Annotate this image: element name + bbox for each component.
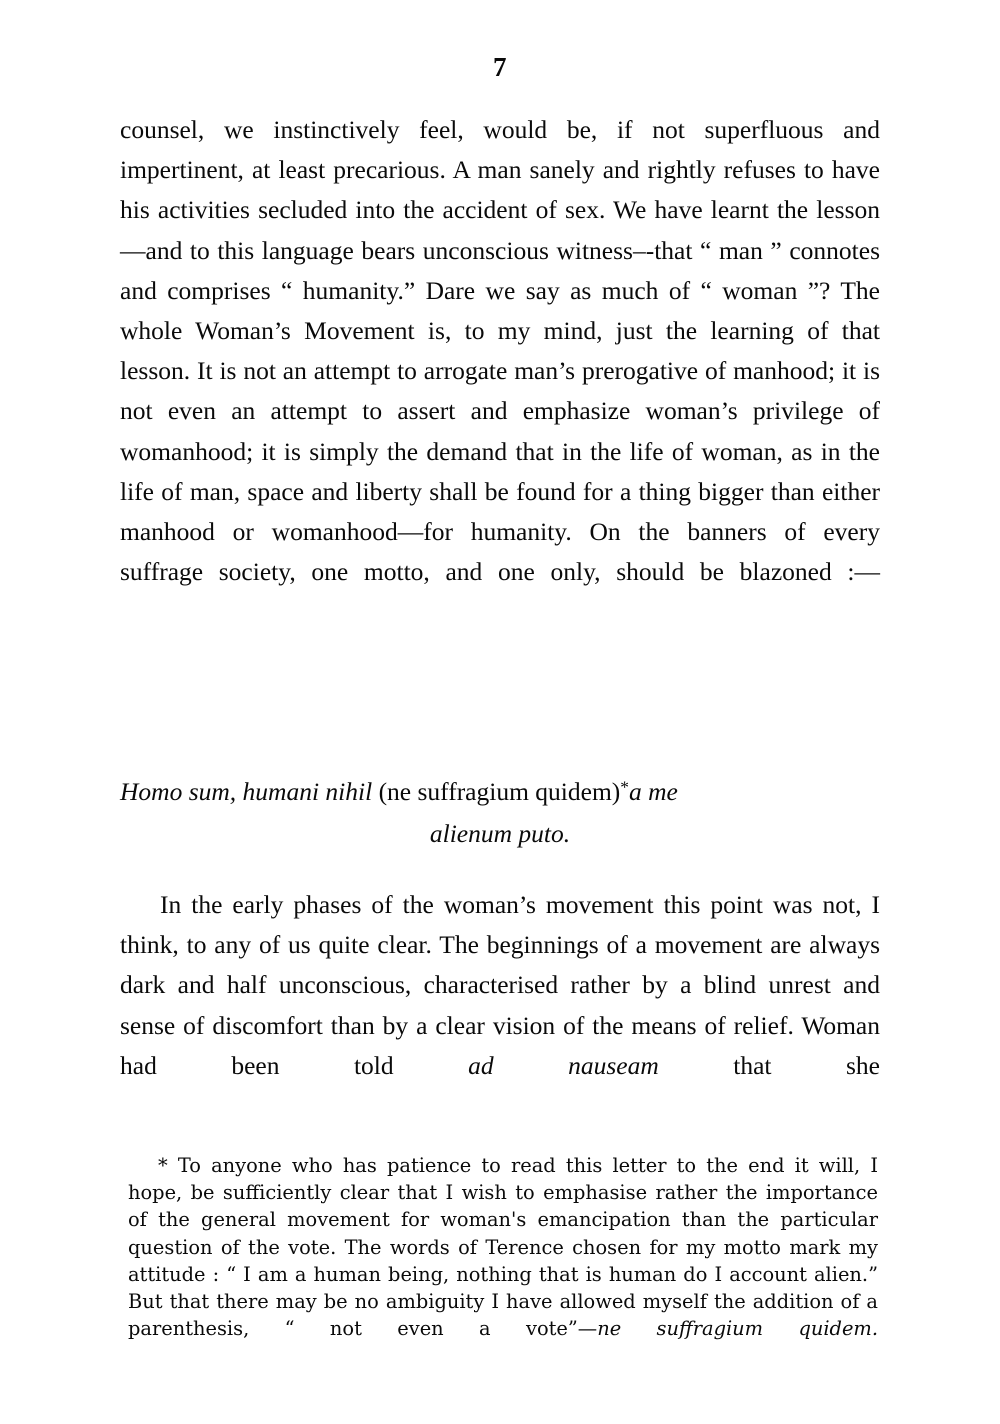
latin-motto-block [120,772,880,854]
body-paragraph-1: counsel, we instinctively feel, would be, if not superfluous and impertinent, at least precarious. A man sanely and rightly refuses to have his activities secluded into the accident of sex. We have learnt the lesson—and to this language bears unconscious witness–-that “ man ” connotes and comprises “ humanity.” Dare we say as much of “ woman ”? The whole Woman’s Movement is, to my mind, just the learning of that lesson. It is not an attempt to arrogate man’s prerogative of manhood; it is not even an attempt to assert and emphasize woman’s privilege of womanhood; it is simply the demand that in the life of woman, as in the life of man, space and liberty shall be found for a thing bigger than either manhood or womanhood—for humanity. On the banners of every suffrage society, one motto, and one only, should be blazoned :— [120,115,880,587]
footnote-block [128,1152,878,1370]
footnote-asterisk: * [158,1154,178,1177]
footnote-text: To anyone who has patience to read this letter to the end it will, I hope, be sufficiently clear that I wish to emphasise rather the importance of the general movement for woman's emancipation than the particular question of the vote. The words of Terence chosen for my motto mark my attitude : “ I am a human being, nothing that is human do I account alien.” But that there may be no ambiguity I have allowed myself the addition of a parenthesis, “ not even a vote”— [128,1154,878,1341]
motto-roman-parenthesis: (ne suffragium quidem) [372,777,621,806]
body-column-top [120,110,880,633]
footnote-italic-tail: ne suffragium quidem. [597,1317,878,1341]
motto-italic-line2: alienum puto. [429,819,571,848]
motto-line-1 [120,772,880,812]
body-paragraph-2 [120,885,880,1126]
body-paragraph-2-italic: ad nauseam [468,1050,659,1080]
motto-italic-tail: a me [628,777,678,806]
body-column-bottom [120,885,880,1126]
motto-italic-lead: Homo sum, humani nihil [120,777,373,806]
footnote-reference-marker: * [620,777,629,797]
body-paragraph-2-text-a: In the early phases of the woman’s movement this point was not, I think, to any of us quite clear. The beginnings of a movement are always dark and half unconscious, characterised rather by a blind unrest and sense of discomfort than by a clear vision of the means of relief. Woman had been told [120,890,880,1080]
body-paragraph-2-text-b: that she [658,1050,880,1080]
motto-line-2 [120,814,880,854]
page-number: 7 [493,52,507,82]
